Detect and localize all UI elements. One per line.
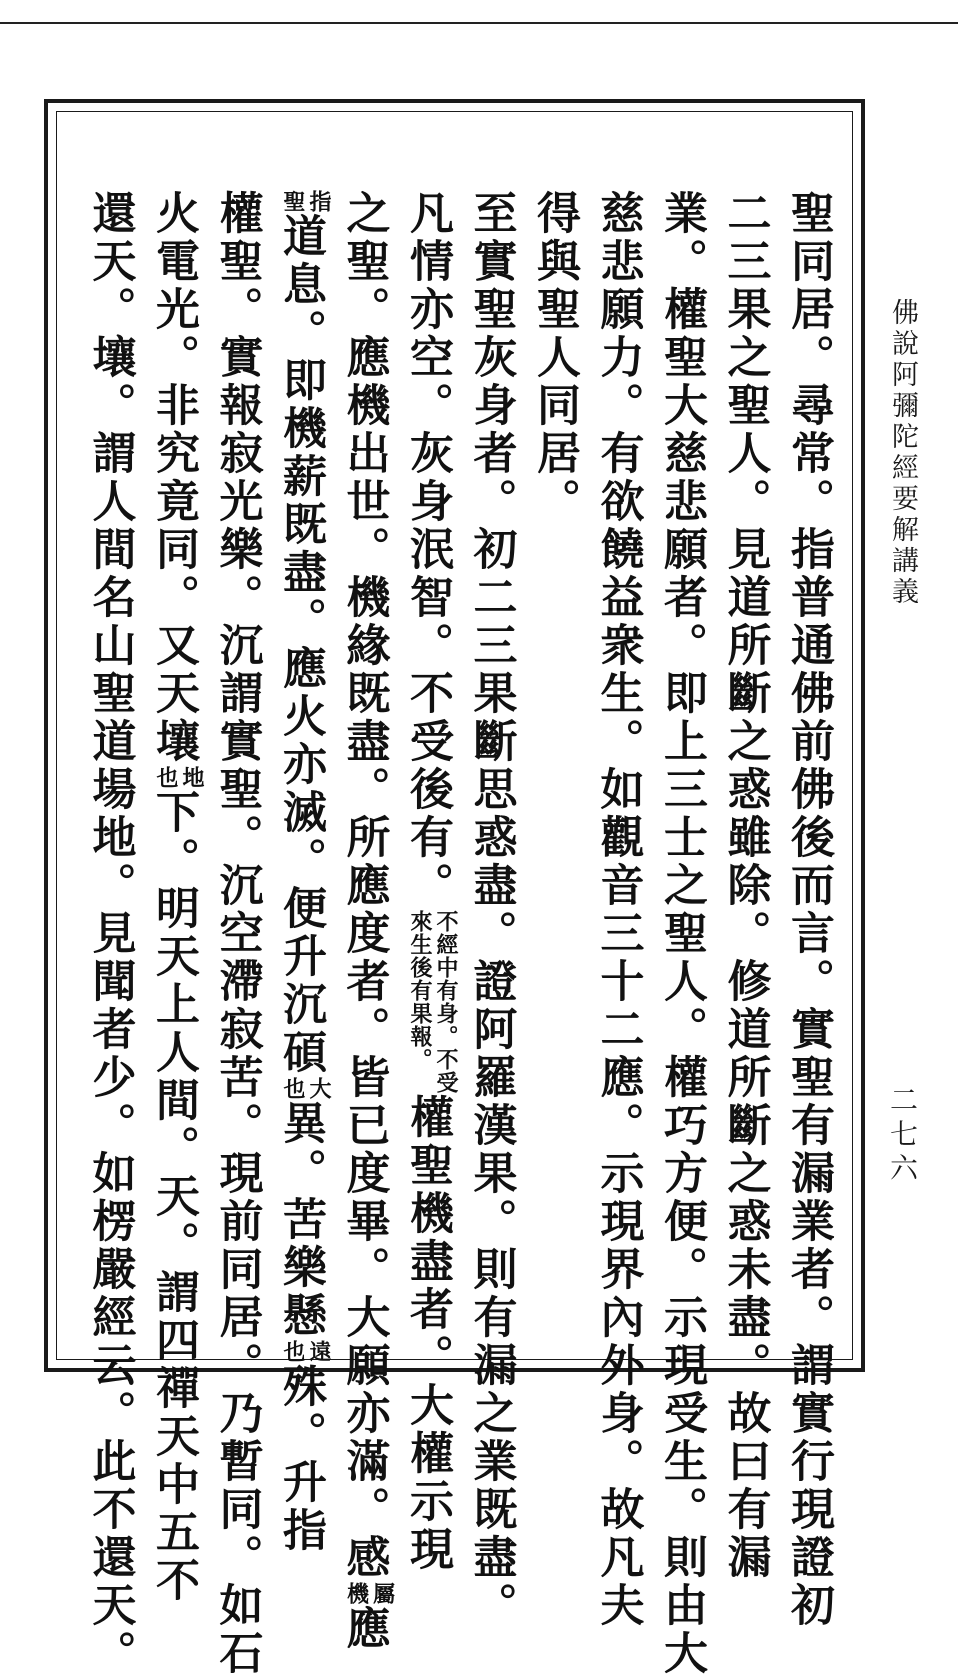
note-line: 地: [179, 766, 205, 789]
note-line: 大: [306, 1077, 332, 1100]
text-run: 應: [338, 1605, 390, 1653]
text-run: 權聖機盡者。大權示現: [402, 1094, 453, 1574]
text-column: [332, 190, 396, 1653]
interlinear-note: [280, 190, 332, 213]
text-run: 道息。即機薪既盡。應火亦滅。便升沉碩: [275, 213, 326, 1077]
text-column: [269, 190, 333, 1555]
interlinear-note: [280, 1077, 332, 1100]
text-column: [586, 190, 650, 1630]
text-run: 聖同居。尋常。指普通佛前佛後而言。實聖有漏業者。謂實行現證初: [783, 190, 834, 1630]
note-line: 不經中有身。不受: [433, 910, 459, 1094]
text-run: 下。明天上人間。天。謂四禪天中五不: [148, 789, 199, 1605]
text-run: 權聖。實報寂光樂。沉謂實聖。沉空滯寂苦。現前同居。乃暫同。如石: [211, 190, 263, 1678]
note-line: 指: [306, 190, 332, 213]
note-line: 來生後有果報。: [407, 910, 433, 1071]
note-line: 聖: [280, 190, 306, 213]
page-number: 二七六: [886, 1085, 919, 1187]
note-line: 也: [153, 766, 179, 789]
top-rule: [0, 22, 958, 24]
text-run: 慈悲願力。有欲饒益衆生。如觀音三十二應。示現界內外身。故凡夫: [592, 190, 644, 1630]
text-column: [777, 190, 841, 1630]
interlinear-note: [344, 1582, 396, 1605]
text-column: [459, 190, 523, 1630]
text-run: 殊。升指: [275, 1363, 326, 1555]
text-column: [78, 190, 142, 1678]
note-line: 也: [280, 1340, 306, 1363]
text-run: 業。權聖大慈悲願者。即上三士之聖人。權巧方便。示現受生。則由大: [656, 190, 707, 1678]
text-run: 二三果之聖人。見道所斷之惑雖除。修道所斷之惑未盡。故曰有漏: [719, 190, 771, 1582]
text-run: 異。苦樂懸: [275, 1100, 326, 1340]
text-run: 凡情亦空。灰身泯智。不受後有。: [402, 190, 453, 910]
note-line: 也: [280, 1077, 306, 1100]
note-line: 遠: [306, 1340, 332, 1363]
note-line: 機: [343, 1582, 370, 1605]
book-title: 佛說阿彌陀經要解講義: [887, 298, 918, 608]
interlinear-note: [407, 910, 459, 1094]
text-column: [650, 190, 714, 1678]
text-run: 得與聖人同居。: [529, 190, 580, 526]
interlinear-note: [280, 1340, 332, 1363]
text-column: [713, 190, 777, 1582]
text-column: [205, 190, 269, 1678]
text-run: 至實聖灰身者。初二三果斷思惑盡。證阿羅漢果。則有漏之業既盡。: [465, 190, 517, 1630]
text-run: 火電光。非究竟同。又天壤: [148, 190, 199, 766]
text-run: 之聖。應機出世。機緣既盡。所應度者。皆已度畢。大願亦滿。感: [338, 190, 390, 1582]
text-run: 還天。壤。謂人間名山聖道場地。見聞者少。如楞嚴經云。此不還天。: [84, 190, 136, 1678]
text-column: [396, 190, 460, 1574]
main-text: [78, 190, 840, 1678]
interlinear-note: [153, 766, 205, 789]
text-column: [523, 190, 587, 1340]
note-line: 屬: [369, 1582, 396, 1605]
text-column: [142, 190, 206, 1605]
